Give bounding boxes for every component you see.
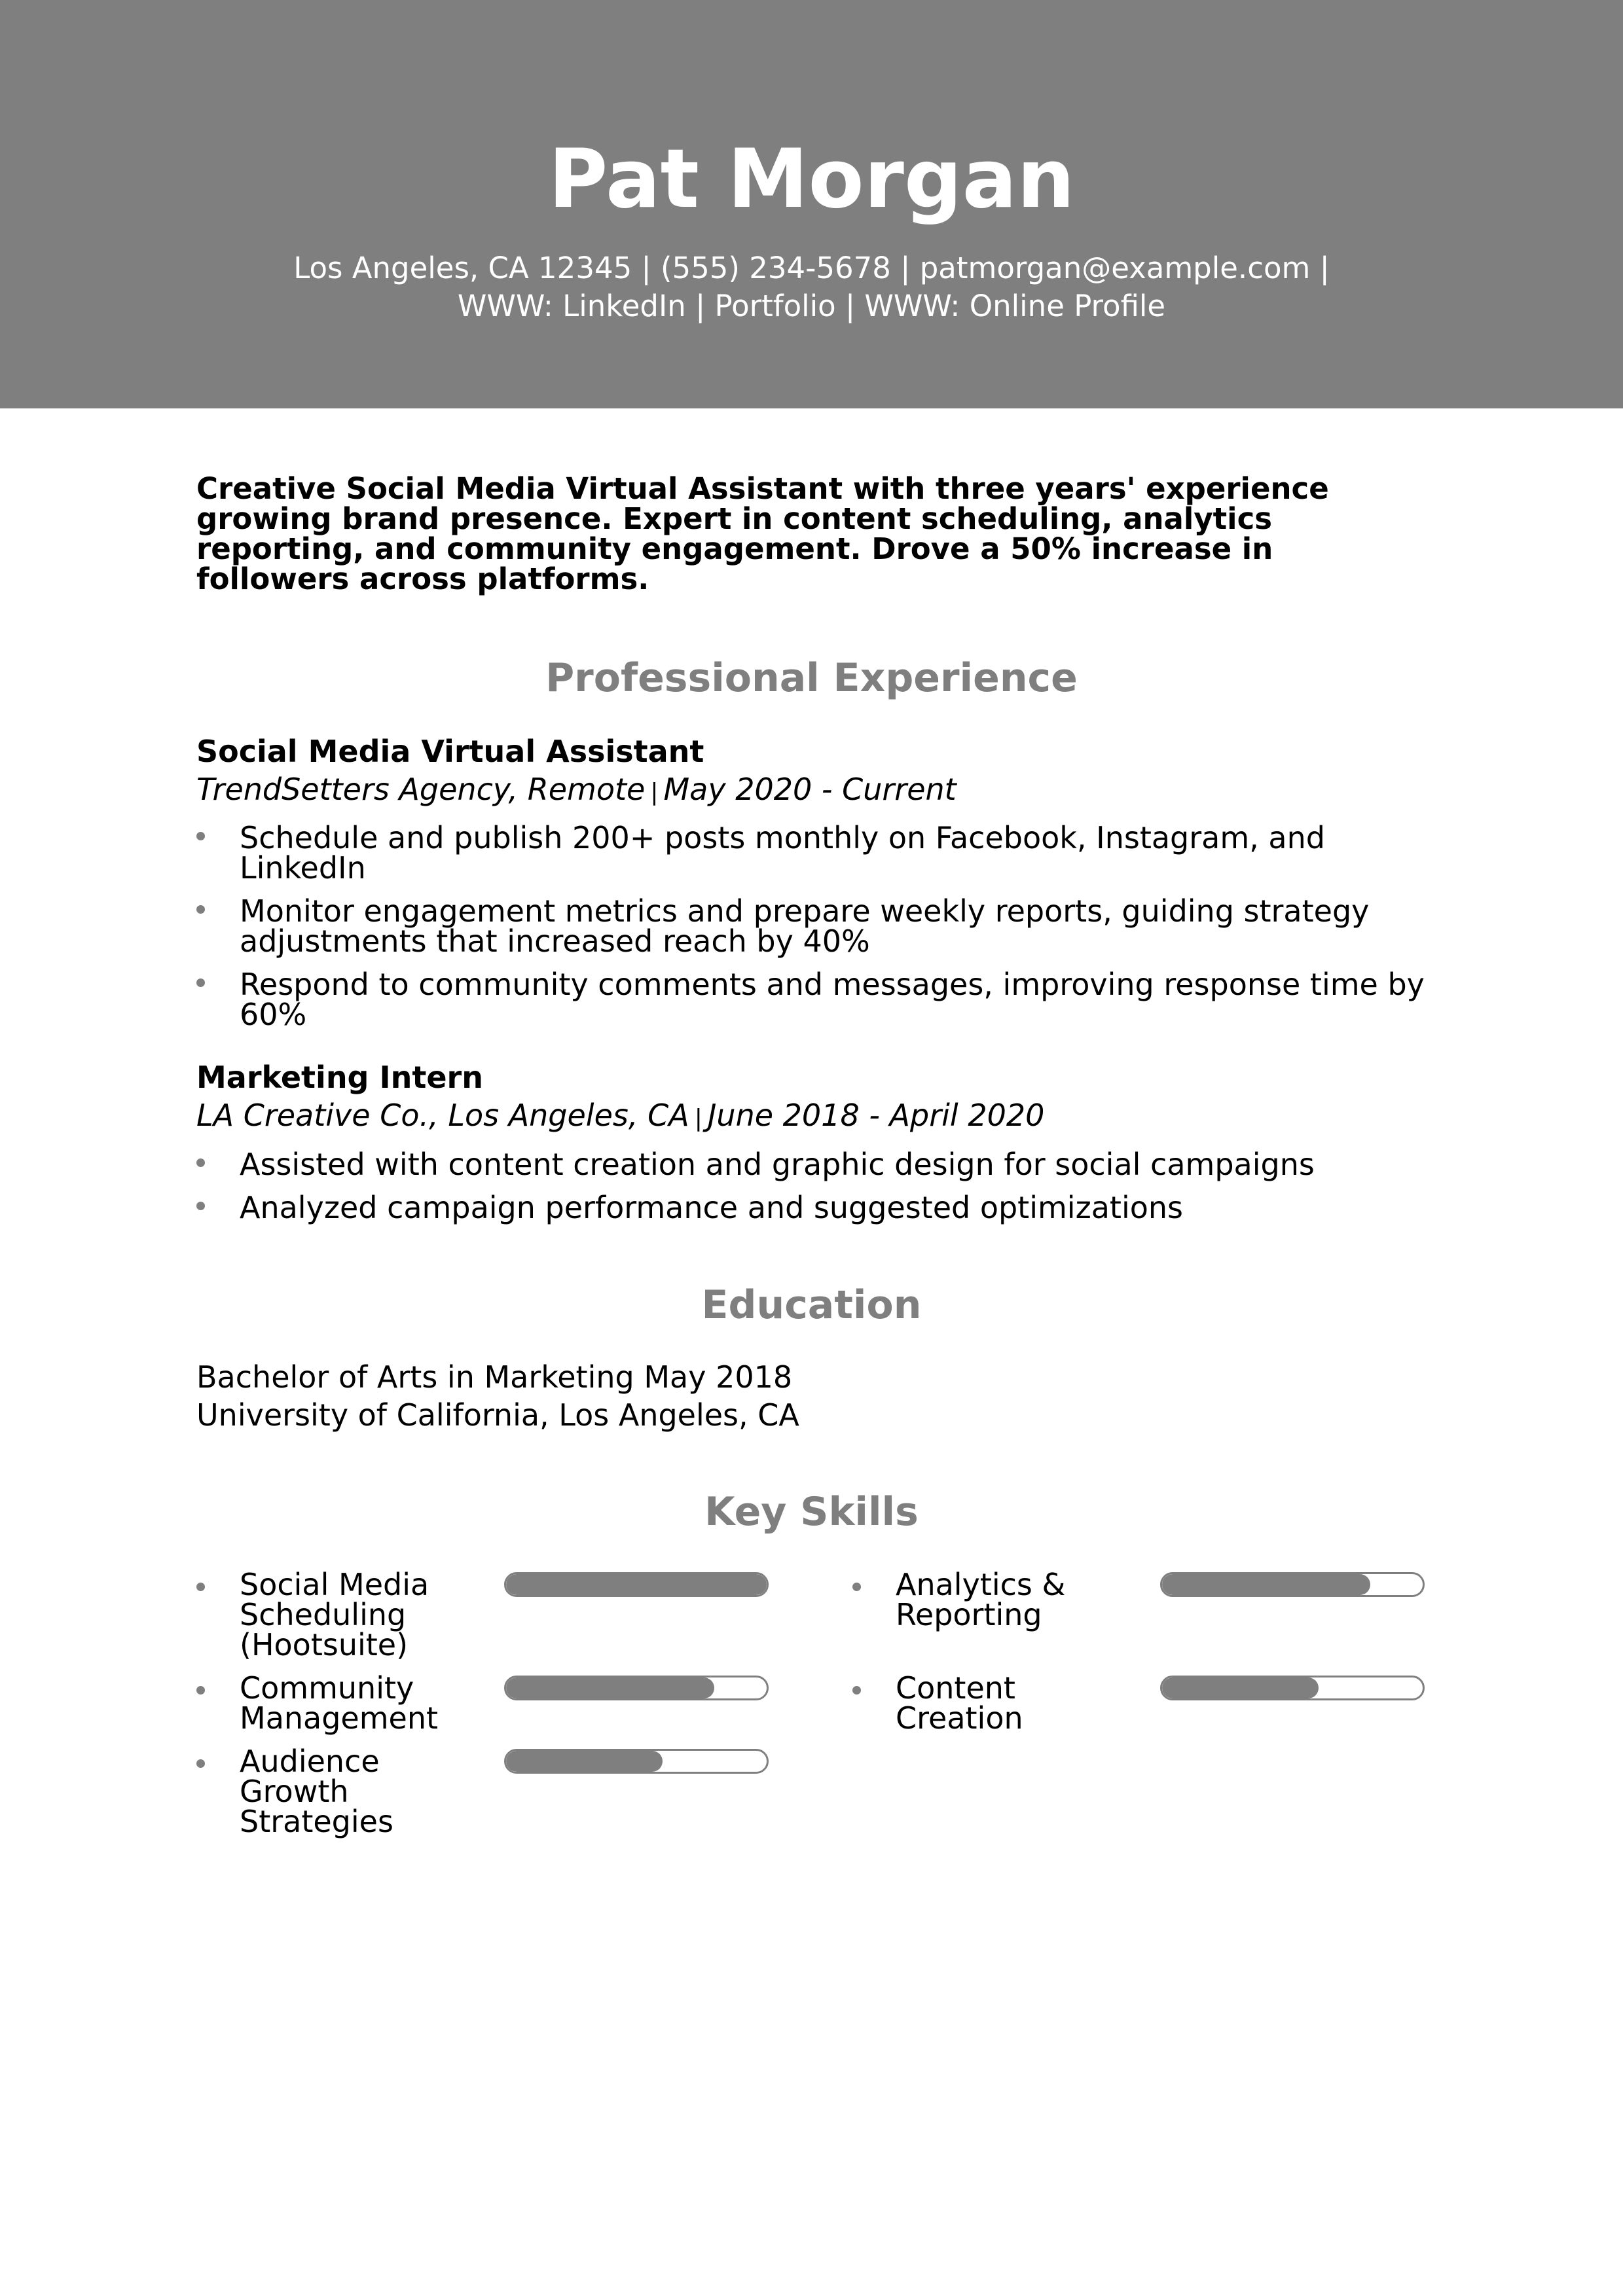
bullet-icon: [196, 1759, 205, 1768]
job-bullets: [196, 820, 1440, 1043]
job-company: LA Creative Co., Los Angeles, CA: [196, 1098, 689, 1133]
education-date: May 2018: [644, 1359, 793, 1395]
skill-level-bar: [504, 1676, 769, 1700]
professional-summary: Creative Social Media Virtual Assistant with three years' experience growing brand presence. Expert in content scheduling, analytics reporting, and community engagement. Drove a 50% increase in followers across platforms.: [196, 471, 1329, 596]
contact-line-1: Los Angeles, CA 12345 | (555) 234-5678 | patmorgan@example.com |: [293, 251, 1330, 285]
list-item: [196, 969, 1440, 1030]
skill-level-fill: [506, 1677, 714, 1698]
bullet-icon: [196, 832, 205, 840]
job-separator: |: [694, 1105, 702, 1132]
skill-item: [196, 1567, 825, 1668]
skill-item: [852, 1670, 1481, 1771]
skill-level-bar: [504, 1572, 769, 1597]
experience-section-title: Professional Experience: [545, 655, 1078, 701]
bullet-text: Respond to community comments and messages, improving response time by 60%: [240, 967, 1425, 1032]
bullet-icon: [196, 905, 205, 914]
job-bullets: [196, 1149, 1440, 1236]
skill-level-fill: [506, 1751, 663, 1772]
skill-name: Analytics & Reporting: [896, 1567, 1066, 1632]
skill-item: [196, 1746, 825, 1844]
job-meta: [196, 1096, 1044, 1138]
list-item: [196, 1147, 1440, 1182]
bullet-icon: [196, 1158, 205, 1167]
job-company: TrendSetters Agency, Remote: [196, 772, 646, 807]
contact-line-2: WWW: LinkedIn | Portfolio | WWW: Online Profile: [457, 289, 1166, 323]
skill-name: Content Creation: [896, 1670, 1023, 1736]
bullet-text: Monitor engagement metrics and prepare weekly reports, guiding strategy adjustments that increased reach by 40%: [240, 893, 1370, 959]
education-degree: Bachelor of Arts in Marketing: [196, 1359, 634, 1395]
list-item: [196, 1190, 1440, 1225]
skill-level-bar: [504, 1749, 769, 1774]
resume-header: [0, 0, 1623, 408]
skill-name: Audience Growth Strategies: [240, 1744, 393, 1839]
skill-item: [852, 1567, 1481, 1668]
bullet-icon: [852, 1686, 861, 1695]
skill-level-fill: [1162, 1677, 1319, 1698]
skill-level-fill: [1162, 1574, 1370, 1595]
skill-name: Community Management: [240, 1670, 439, 1736]
candidate-name: Pat Morgan: [548, 132, 1075, 226]
job-dates: May 2020 - Current: [663, 772, 957, 807]
education-school: University of California, Los Angeles, CA: [196, 1397, 799, 1433]
bullet-icon: [196, 1583, 205, 1591]
education-section-title: Education: [701, 1282, 922, 1328]
bullet-icon: [196, 1202, 205, 1210]
skill-level-bar: [1160, 1572, 1425, 1597]
skills-section-title: Key Skills: [704, 1489, 919, 1535]
skill-level-fill: [506, 1574, 767, 1595]
bullet-icon: [196, 1686, 205, 1695]
bullet-text: Assisted with content creation and graphic design for social campaigns: [240, 1147, 1315, 1182]
bullet-text: Analyzed campaign performance and suggested optimizations: [240, 1190, 1184, 1225]
list-item: [196, 893, 1440, 959]
job-title: Social Media Virtual Assistant: [196, 734, 704, 769]
job-dates: June 2018 - April 2020: [707, 1098, 1045, 1133]
bullet-icon: [852, 1583, 861, 1591]
job-meta: [196, 770, 957, 812]
list-item: [196, 820, 1440, 886]
education-degree-line: [196, 1357, 792, 1397]
skill-name: Social Media Scheduling (Hootsuite): [240, 1567, 429, 1662]
job-title: Marketing Intern: [196, 1060, 483, 1095]
job-separator: |: [650, 779, 659, 806]
bullet-text: Schedule and publish 200+ posts monthly on Facebook, Instagram, and LinkedIn: [240, 820, 1325, 886]
bullet-icon: [196, 978, 205, 987]
skill-level-bar: [1160, 1676, 1425, 1700]
